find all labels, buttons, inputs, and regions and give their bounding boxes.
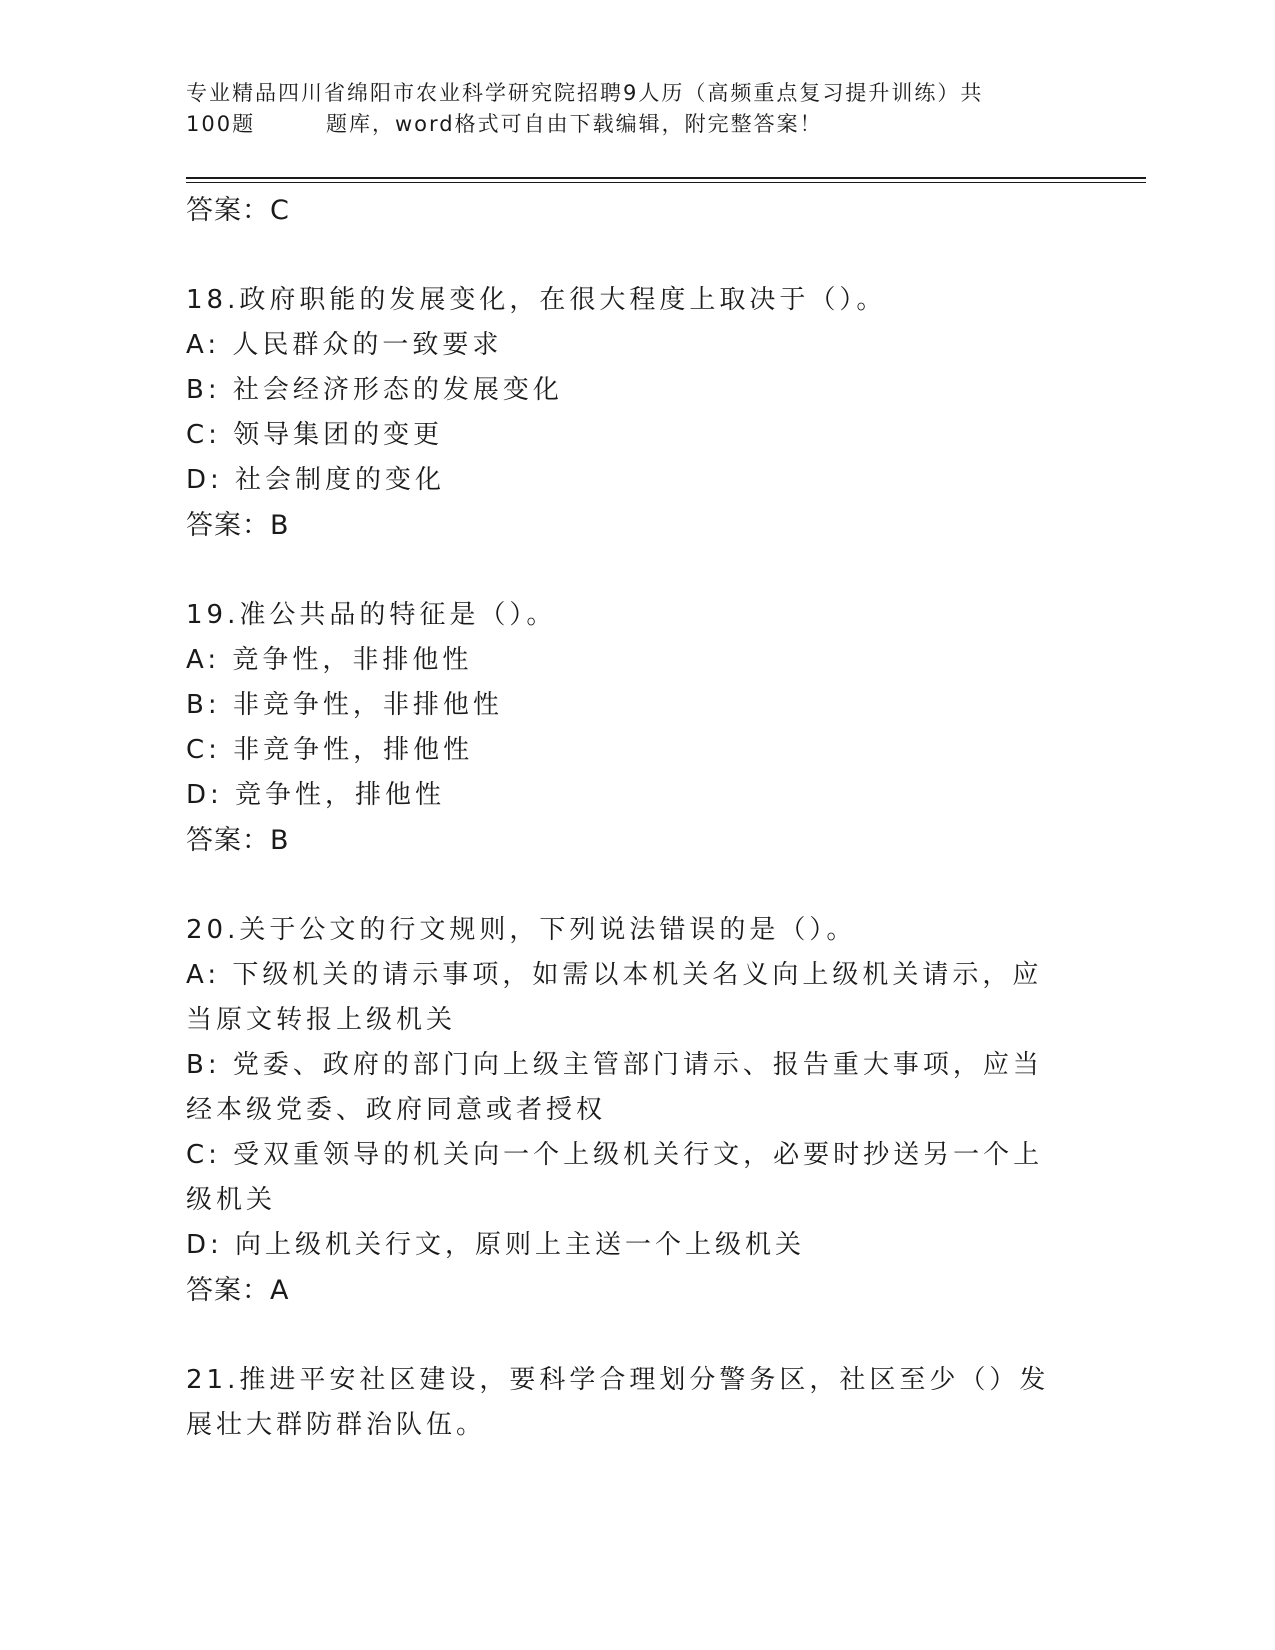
answer-line: 答案：B <box>186 510 290 541</box>
question-stem: 20.关于公文的行文规则，下列说法错误的是（）。 <box>186 915 857 945</box>
option-b: B: 非竞争性，非排他性 <box>186 690 503 720</box>
spacer <box>186 863 1066 908</box>
document-body <box>186 188 1066 1448</box>
page-header <box>186 78 1066 140</box>
question-stem: 21.推进平安社区建设，要科学合理划分警务区，社区至少（）发展壮大群防群治队伍。 <box>186 1365 1050 1440</box>
option-c: C: 领导集团的变更 <box>186 420 444 450</box>
answer-line: 答案：C <box>186 195 290 226</box>
option-b: B: 社会经济形态的发展变化 <box>186 375 563 405</box>
spacer <box>186 548 1066 593</box>
question-block-20 <box>186 908 1066 1313</box>
option-b: B: 党委、政府的部门向上级主管部门请示、报告重大事项，应当经本级党委、政府同意或者授权 <box>186 1050 1043 1125</box>
answer-line: 答案：A <box>186 1275 290 1306</box>
spacer <box>186 233 1066 278</box>
question-block-18 <box>186 278 1066 548</box>
option-d: D: 向上级机关行文，原则上主送一个上级机关 <box>186 1230 806 1260</box>
question-count: 100题 <box>186 112 256 136</box>
header-divider-thick <box>186 177 1146 179</box>
header-subtitle-line <box>186 109 1066 140</box>
option-a: A: 下级机关的请示事项，如需以本机关名义向上级机关请示，应当原文转报上级机关 <box>186 960 1043 1035</box>
question-block-21 <box>186 1358 1066 1448</box>
header-title-line: 专业精品四川省绵阳市农业科学研究院招聘9人历（高频重点复习提升训练）共 <box>186 81 984 105</box>
option-d: D: 社会制度的变化 <box>186 465 446 495</box>
option-a: A: 人民群众的一致要求 <box>186 330 503 360</box>
header-divider-thin <box>186 182 1146 183</box>
question-stem: 18.政府职能的发展变化，在很大程度上取决于（）。 <box>186 285 887 315</box>
option-c: C: 受双重领导的机关向一个上级机关行文，必要时抄送另一个上级机关 <box>186 1140 1044 1215</box>
question-stem: 19.准公共品的特征是（）。 <box>186 600 557 630</box>
option-c: C: 非竞争性，排他性 <box>186 735 474 765</box>
option-d: D: 竞争性，排他性 <box>186 780 446 810</box>
answer-line: 答案：B <box>186 825 290 856</box>
spacer <box>186 1313 1066 1358</box>
question-block-19 <box>186 593 1066 863</box>
option-a: A: 竞争性，非排他性 <box>186 645 473 675</box>
header-description: 题库，word格式可自由下载编辑，附完整答案！ <box>326 112 823 136</box>
